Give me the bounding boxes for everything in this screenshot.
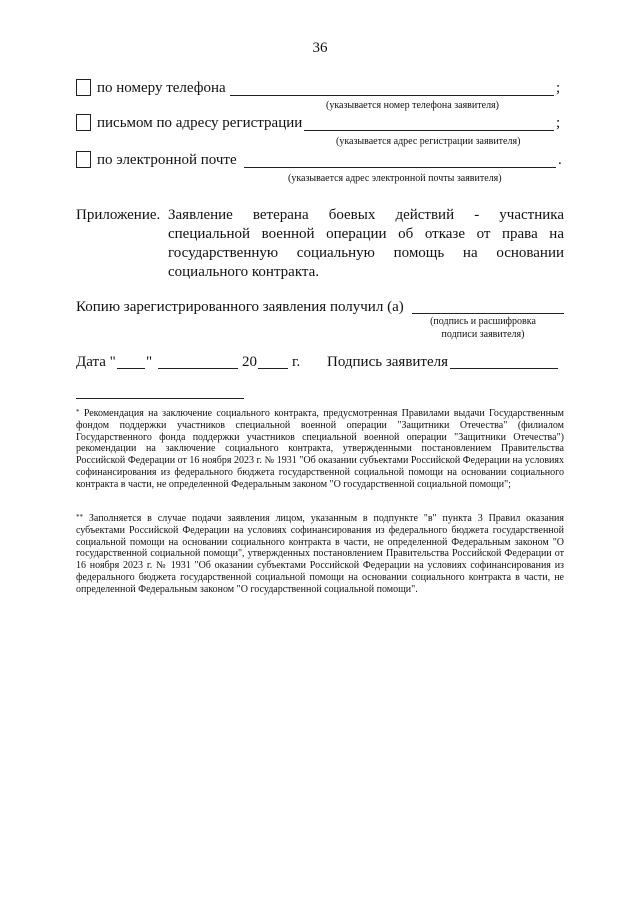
email-line-end: .	[558, 152, 562, 168]
email-input-line[interactable]	[244, 167, 556, 168]
appendix-text: Заявление ветерана боевых действий - участника специальной военной операции об отказе от права на государственную социальную помощь на основании социального контракта.	[168, 207, 564, 280]
footnote-1-text: Рекомендация на заключение социального контракта, предусмотренная Правилами выдачи Государственным фондом поддержки участников специальной военной операции "Защитники Отечества" (филиалом Государственного фонда поддержки участников специальной военной операции "Защитники Отечества") рекомендации на заключение социального контракта, утвержденными постановлением Правительства Российской Федерации от 16 ноября 2023 г. № 1931 "Об оказании субъектами Российской Федерации на условиях софинансирования из федерального бюджета государственной социальной помощи на основании социального контракта в части, не определенной Федеральным законом "О государственной социальной помощи";	[76, 408, 565, 490]
footnote-1	[76, 408, 564, 491]
phone-hint: (указывается номер телефона заявителя)	[326, 100, 499, 111]
address-option-label: письмом по адресу регистрации	[97, 115, 303, 131]
email-checkbox[interactable]	[76, 151, 91, 168]
footnote-2	[76, 513, 564, 596]
email-hint: (указывается адрес электронной почты заявителя)	[288, 173, 502, 184]
year-prefix: 20	[242, 354, 257, 370]
copy-received-hint: (подпись и расшифровка подписи заявителя)	[430, 316, 536, 340]
date-signature-row	[76, 352, 566, 372]
email-option-label: по электронной почте	[97, 152, 237, 168]
copy-received-label: Копию зарегистрированного заявления получил (а)	[76, 299, 404, 315]
signature-label: Подпись заявителя	[327, 354, 449, 370]
date-label: Дата "	[76, 354, 116, 370]
footnote-2-text: Заполняется в случае подачи заявления лицом, указанным в подпункте "в" пункта 3 Правил оказания субъектами Российской Федерации на условиях софинансирования из федерального бюджета государственной социальной помощи на основании социального контракта в части, не определенной Федеральным законом "О государственной социальной помощи", утвержденных постановлением Правительства Российской Федерации от 16 ноября 2023 г. № 1931 "Об оказании субъектами Российской Федерации на условиях софинансирования из федерального бюджета государственной социальной помощи на основании социального контракта в части, не определенной Федеральным законом "О государственной социальной помощи".	[76, 513, 565, 595]
address-checkbox[interactable]	[76, 114, 91, 131]
phone-checkbox[interactable]	[76, 79, 91, 96]
date-month-line[interactable]	[158, 368, 238, 369]
date-close-quote: "	[146, 354, 153, 370]
signature-line[interactable]	[450, 368, 558, 369]
copy-received-row	[76, 297, 566, 317]
address-hint: (указывается адрес регистрации заявителя)	[336, 136, 521, 147]
page-number: 36	[312, 40, 328, 56]
contact-option-phone	[76, 78, 566, 98]
footnote-2-marker: **	[76, 513, 83, 521]
phone-line-end: ;	[556, 80, 561, 96]
phone-option-label: по номеру телефона	[97, 80, 226, 96]
appendix-label: Приложение.	[76, 207, 161, 223]
phone-input-line[interactable]	[230, 95, 554, 96]
year-suffix: г.	[292, 354, 301, 370]
footnote-divider	[76, 398, 244, 399]
contact-option-email	[76, 150, 566, 170]
contact-option-address	[76, 113, 566, 133]
copy-signature-line[interactable]	[412, 313, 564, 314]
footnote-1-marker: *	[76, 408, 80, 416]
address-line-end: ;	[556, 115, 561, 131]
date-day-line[interactable]	[117, 368, 145, 369]
address-input-line[interactable]	[304, 130, 554, 131]
date-year-line[interactable]	[258, 368, 288, 369]
